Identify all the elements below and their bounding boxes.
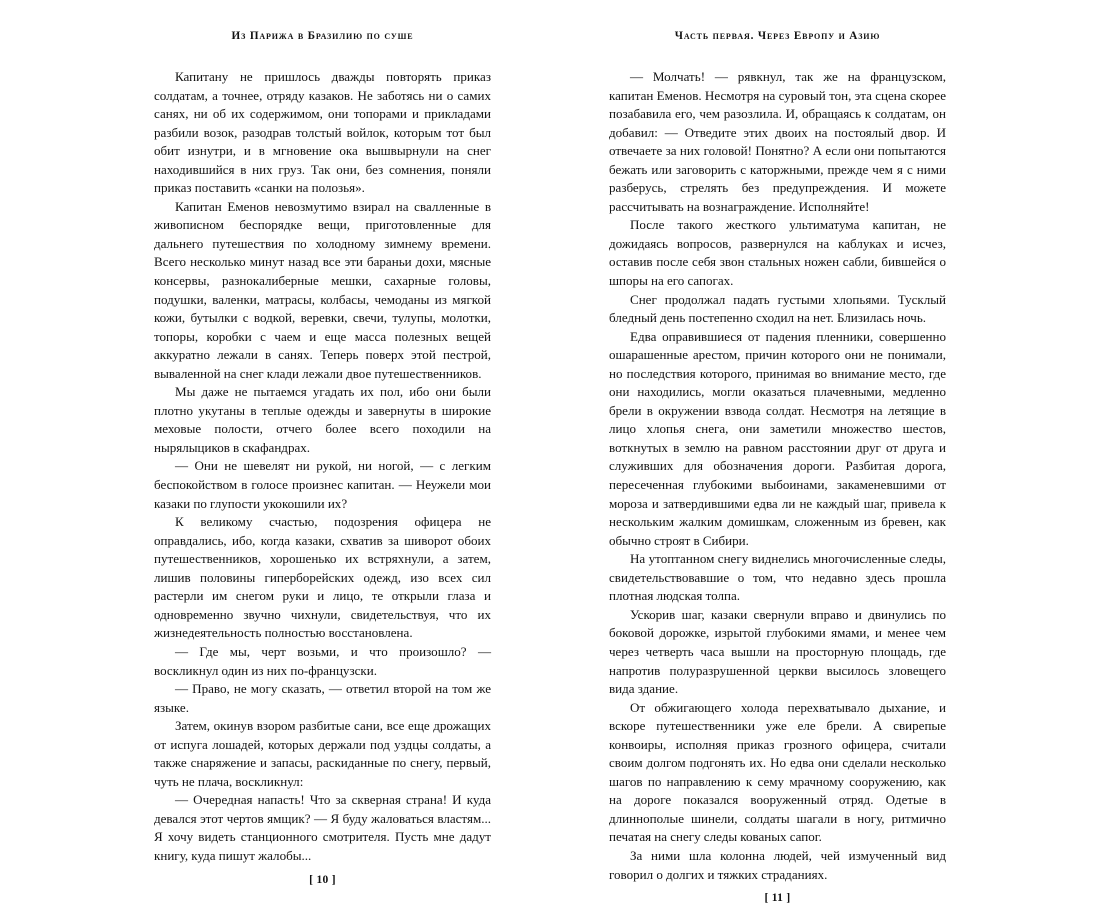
paragraph-dialogue: — Право, не могу сказать, — ответил второй на том же языке. (154, 681, 491, 715)
paragraph: Едва оправившиеся от падения пленники, совершенно ошарашенные арестом, причин которого они не понимали, но последствия которого, принимая во внимание место, где они находились, могли оказаться плачевными, медленно брели в окружении взвода солдат. Несмотря на летящие в лицо хлопья снега, они заметили множество шестов, воткнутых в землю на равном расстоянии друг от друга и служивших для обозначения дороги. Разбитая дорога, пересеченная глубокими выбоинами, закаменевшими от мороза и затвердившими едва ли не каждый шаг, привела к нескольким жалким домишкам, сложенным из бревен, как обычно строят в Сибири. (609, 328, 946, 548)
paragraph: Затем, окинув взором разбитые сани, все еще дрожащих от испуга лошадей, которых держали под уздцы солдаты, а также снаряжение и запасы, раскиданные по снегу, первый, чуть не плача, воскликнул: (154, 718, 491, 789)
page-right (550, 0, 1100, 904)
paragraph: Снег продолжал падать густыми хлопьями. Тусклый бледный день постепенно сходил на нет. Близилась ночь. (609, 291, 946, 326)
paragraph: Капитану не пришлось дважды повторять приказ солдатам, а точнее, отряду казаков. Не заботясь ни о самих санях, ни об их содержимом, они топорами и прикладами разбили возок, разодрав толстый войлок, которым тот был обит изнутри, и в мгновение ока вышвырнули на снег находившийся в них груз. Так они, без сомнения, поняли приказ поставить «санки на полозья». (154, 69, 491, 196)
paragraph-dialogue: — Очередная напасть! Что за скверная страна! И куда девался этот чертов ямщик? — Я буду жаловаться властям... Я хочу видеть станционного смотрителя. Пусть мне дадут книгу, куда пишут жалобы... (154, 792, 491, 863)
paragraph-dialogue: — Они не шевелят ни рукой, ни ногой, — с легким беспокойством в голосе произнес капитан. — Неужели мои казаки по глупости укокошили их? (154, 458, 491, 511)
paragraph-dialogue: — Молчать! — рявкнул, так же на французском, капитан Еменов. Несмотря на суровый тон, эта сцена скорее позабавила его, чем разозлила. И, обращаясь к солдатам, он добавил: — Отведите этих двоих на постоялый двор. И отвечаете за них головой! Понятно? А если они попытаются бежать или заговорить с каторжными, прежде чем я с ними разберусь, стрелять без предупреждения. И можете рассчитывать на вознаграждение. Исполняйте! (609, 69, 946, 214)
paragraph: К великому счастью, подозрения офицера не оправдались, ибо, когда казаки, схватив за шиворот обоих путешественников, хорошенько их встряхнули, а затем, лишив половины гиперборейских одежд, изо всех сил растерли им снегом руки и лицо, те открыли глаза и одновременно звучно чихнули, свидетельствуя, что их жизнедеятельность полностью восстановлена. (154, 514, 491, 641)
paragraph: После такого жесткого ультиматума капитан, не дожидаясь вопросов, развернулся на каблуках и исчез, оставив после себя звон стальных ножен сабли, бившейся о шпоры на его сапогах. (609, 217, 946, 289)
folio-left: [ 10 ] (309, 873, 336, 886)
paragraph: Ускорив шаг, казаки свернули вправо и двинулись по боковой дорожке, изрытой глубокими ямами, и менее чем через четверть часа вышли на просторную площадь, где напротив полуразрушенной церкви высилось зловещего вида здание. (609, 606, 946, 697)
running-head-left: Из Парижа в Бразилию по суше (231, 30, 414, 42)
paragraph: На утоптанном снегу виднелись многочисленные следы, свидетельствовавшие о том, что недавно здесь прошла плотная людская толпа. (609, 551, 946, 604)
paragraph: Капитан Еменов невозмутимо взирал на свалленные в живописном беспорядке вещи, приготовленные для дальнего путешествия по холодному зимнему времени. Всего несколько минут назад все эти бараньи дохи, мясные консервы, разнокалиберные мешки, сахарные головы, подушки, валенки, матрасы, колбасы, чемоданы из мягкой кожи, бутылки с водкой, веревки, свечи, тулупы, молотки, топоры, коробки с чаем и еще масса полезных вещей аккуратно лежали в санях. Теперь поверх этой пестрой, вываленной на снег клади лежали двое путешественников. (154, 198, 491, 381)
paragraph: Мы даже не пытаемся угадать их пол, ибо они были плотно укутаны в теплые одежды и завернуты в широкие меховые полости, отчего более всего походили на нырялыциков в скафандрах. (154, 384, 491, 455)
page-left (0, 0, 550, 886)
running-head-right: Часть первая. Через Европу и Азию (674, 30, 881, 42)
folio-right: [ 11 ] (764, 892, 791, 904)
paragraph: От обжигающего холода перехватывало дыхание, и вскоре путешественники уже еле брели. А свирепые конвоиры, исполняя приказ грозного офицера, считали своим долгом подгонять их. Но едва они сделали несколько шагов по направлению к сему мрачному сооружению, как на дороге показался вооруженный отряд. Одетые в длиннополые шинели, солдаты шагали в ногу, ритмично печатая на снегу следы кованых сапог. (609, 699, 946, 845)
text-column-left (154, 68, 491, 866)
paragraph-dialogue: — Где мы, черт возьми, и что произошло? — воскликнул один из них по-французски. (154, 643, 491, 678)
text-column-right (609, 68, 946, 884)
paragraph: За ними шла колонна людей, чей измученный вид говорил о долгих и тяжких страданиях. (609, 847, 946, 882)
